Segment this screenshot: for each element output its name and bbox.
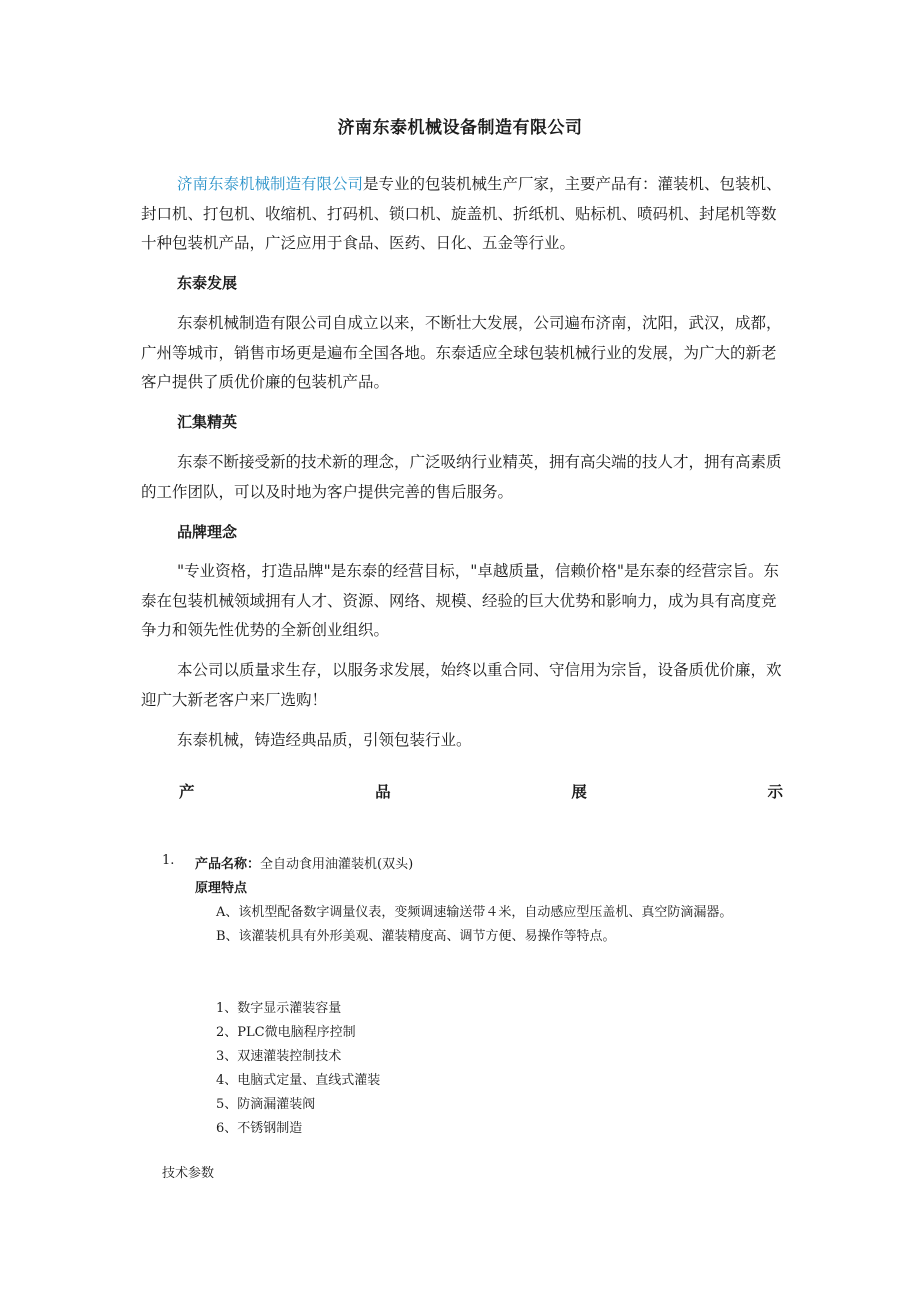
company-link[interactable]: 济南东泰机械制造有限公司: [177, 175, 364, 193]
showcase-char: 品: [375, 783, 391, 801]
principle-item: B、该灌装机具有外形美观、灌装精度高、调节方便、易操作等特点。: [216, 929, 616, 944]
showcase-char: 示: [767, 783, 783, 801]
showcase-char: 展: [571, 783, 587, 801]
principle-item: A、该机型配备数字调量仪表，变频调速输送带４米，自动感应型压盖机、真空防滴漏器。: [216, 905, 733, 920]
product-name-label: 产品名称：: [195, 857, 261, 872]
section-text-development: 东泰机械制造有限公司自成立以来，不断壮大发展，公司遍布济南，沈阳，武汉，成都，广州等城市，销售市场更是遍布全国各地。东泰适应全球包装机械行业的发展，为广大的新老客户提供了质优价廉的包装机产品。: [141, 314, 782, 391]
section-text-brand: "专业资格，打造品牌"是东泰的经营目标，"卓越质量，信赖价格"是东泰的经营宗旨。东泰在包装机械领域拥有人才、资源、网络、规模、经验的巨大优势和影响力，成为具有高度竞争力和领先性优势的全新创业组织。: [141, 562, 780, 639]
document-title: 济南东泰机械设备制造有限公司: [337, 118, 583, 138]
product-name-line: [195, 853, 413, 872]
closing-paragraph-slogan: 东泰机械，铸造经典品质，引领包装行业。: [177, 731, 472, 749]
feature-item: 5、防滴漏灌装阀: [216, 1097, 316, 1112]
section-text-talent: 东泰不断接受新的技术新的理念，广泛吸纳行业精英，拥有高尖端的技人才，拥有高素质的工作团队，可以及时地为客户提供完善的售后服务。: [141, 453, 782, 501]
principle-heading: 原理特点: [195, 881, 248, 896]
product-showcase-heading: [179, 780, 783, 802]
closing-paragraph-quality: 本公司以质量求生存，以服务求发展，始终以重合同、守信用为宗旨，设备质优价廉，欢迎广大新老客户来厂选购！: [141, 661, 782, 709]
section-heading-brand: 品牌理念: [177, 523, 238, 541]
feature-item: 2、PLC微电脑程序控制: [216, 1025, 356, 1040]
intro-paragraph: [141, 170, 783, 259]
intro-text: 是专业的包装机械生产厂家，主要产品有：灌装机、包装机、封口机、打包机、收缩机、打码机、锁口机、旋盖机、折纸机、贴标机、喷码机、封尾机等数十种包装机产品，广泛应用于食品、医药、日化、五金等行业。: [141, 175, 782, 252]
tech-params-label: 技术参数: [162, 1166, 215, 1181]
product-number: 1.: [162, 853, 175, 868]
showcase-char: 产: [179, 783, 195, 801]
section-heading-talent: 汇集精英: [177, 413, 238, 431]
feature-item: 1、数字显示灌装容量: [216, 1001, 342, 1016]
section-heading-development: 东泰发展: [177, 274, 238, 292]
feature-item: 6、不锈钢制造: [216, 1121, 303, 1136]
feature-item: 3、双速灌装控制技术: [216, 1049, 342, 1064]
feature-item: 4、电脑式定量、直线式灌装: [216, 1073, 381, 1088]
product-name: 全自动食用油灌装机(双头): [260, 857, 414, 872]
